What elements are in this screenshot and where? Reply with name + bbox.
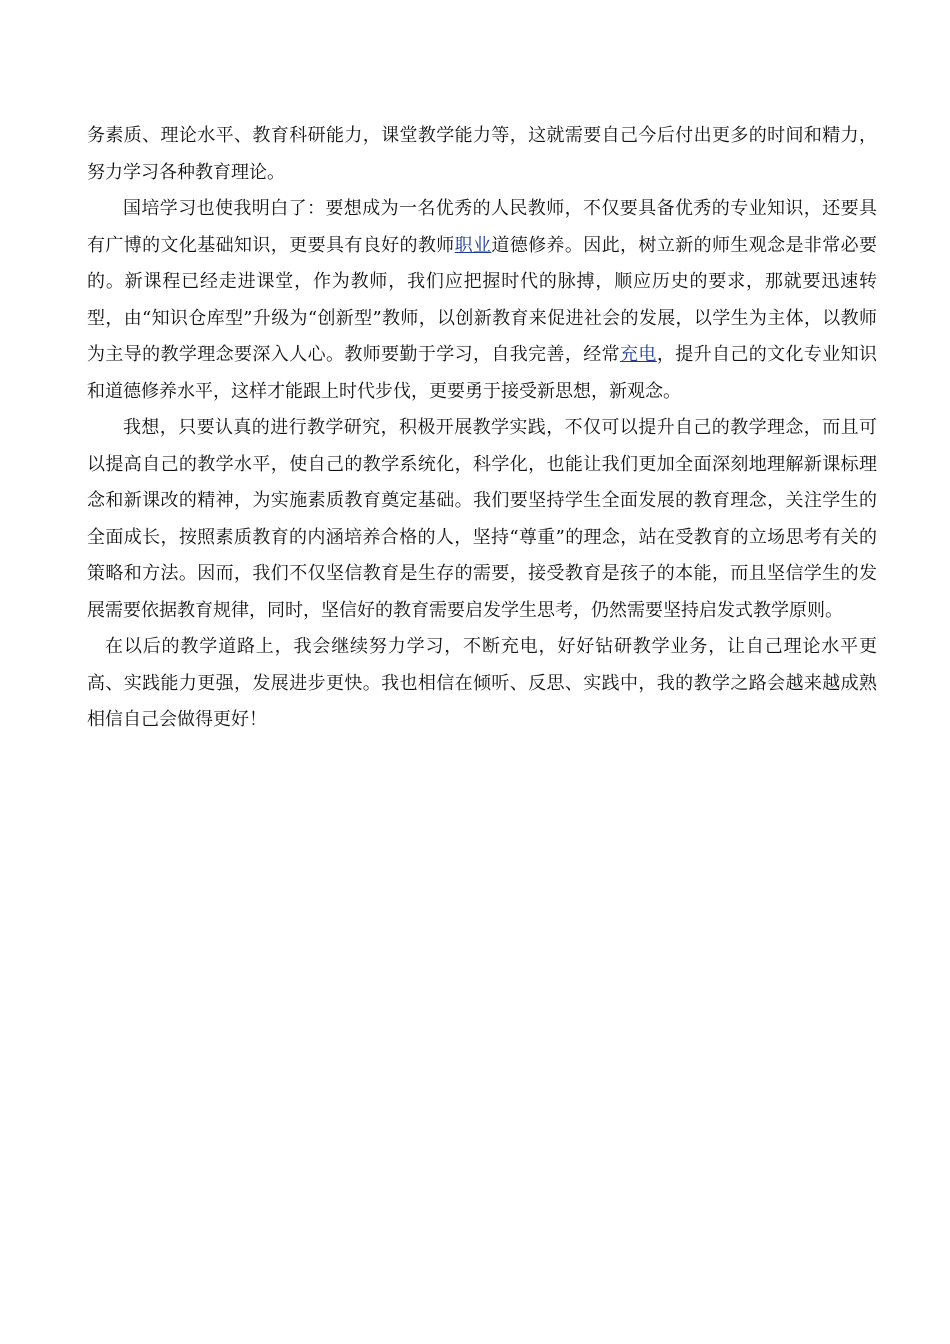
paragraph-2-text-c: ，提升自己的文化专业知识和道德修养水平，这样才能跟上时代步伐，更要勇于接受新思想，新观念。 xyxy=(87,344,878,402)
link-recharge[interactable]: 充电 xyxy=(620,344,657,365)
paragraph-2-text-a: 国培学习也使我明白了：要想成为一名优秀的人民教师，不仅要具备优秀的专业知识，还要具有广博的文化基础知识，更要具有良好的教师 xyxy=(87,198,877,256)
paragraph-2 xyxy=(87,191,877,410)
paragraph-1: 务素质、理论水平、教育科研能力，课堂教学能力等，这就需要自己今后付出更多的时间和精力，努力学习各种教育理论。 xyxy=(87,125,877,183)
link-profession[interactable]: 职业 xyxy=(454,234,492,256)
paragraph-2-text-b: 道德修养。因此，树立新的师生观念是非常必要的。新课程已经走进课堂，作为教师，我们应把握时代的脉搏，顺应历史的要求，那就要迅速转型，由“知识仓库型”升级为“创新型”教师，以创新教育来促进社会的发展，以学生为主体，以教师为主导的教学理念要深入人心。教师要勤于学习，自我完善，经常 xyxy=(87,234,878,365)
document-body xyxy=(87,118,877,739)
paragraph-4: 在以后的教学道路上，我会继续努力学习，不断充电，好好钻研教学业务，让自己理论水平更高、实践能力更强，发展进步更快。我也相信在倾听、反思、实践中，我的教学之路会越来越成熟相信自己会做得更好！ xyxy=(87,636,877,730)
paragraph-3: 我想，只要认真的进行教学研究，积极开展教学实践，不仅可以提升自己的教学理念，而且可以提高自己的教学水平，使自己的教学系统化，科学化，也能让我们更加全面深刻地理解新课标理念和新课改的精神，为实施素质教育奠定基础。我们要坚持学生全面发展的教育理念，关注学生的全面成长，按照素质教育的内涵培养合格的人，坚持“尊重”的理念，站在受教育的立场思考有关的策略和方法。因而，我们不仅坚信教育是生存的需要，接受教育是孩子的本能，而且坚信学生的发展需要依据教育规律，同时，坚信好的教育需要启发学生思考，仍然需要坚持启发式教学原则。 xyxy=(87,417,877,621)
